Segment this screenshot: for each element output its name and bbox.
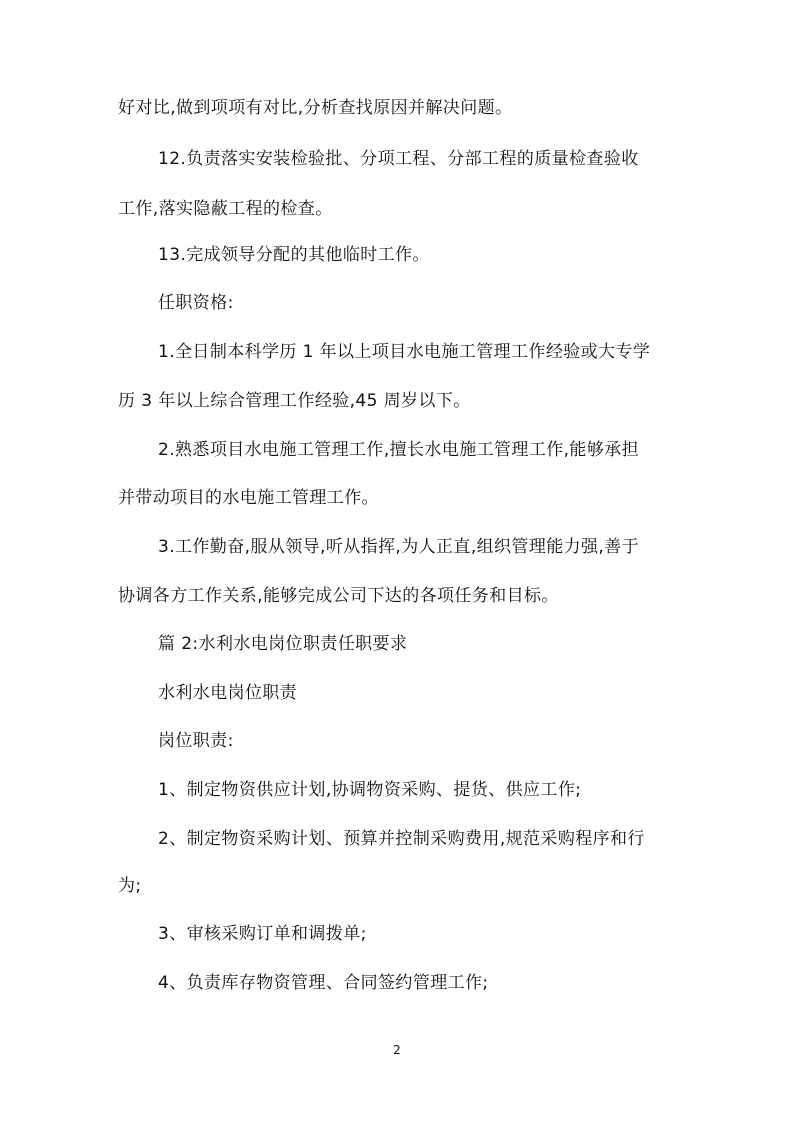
paragraph-line: 并带动项目的水电施工管理工作。 [118,488,379,508]
list-item: 2、制定物资采购计划、预算并控制采购费用,规范采购程序和行 [158,829,645,849]
list-item: 1、制定物资供应计划,协调物资采购、提货、供应工作; [158,780,582,800]
list-item: 4、负责库存物资管理、合同签约管理工作; [158,973,489,993]
paragraph-line: 13.完成领导分配的其他临时工作。 [158,245,430,265]
paragraph-line: 工作,落实隐蔽工程的检查。 [118,199,333,219]
page-number: 2 [393,1043,401,1057]
list-item: 3、审核采购订单和调拨单; [158,924,367,944]
section-heading: 篇 2:水利水电岗位职责任职要求 [158,634,408,654]
paragraph-line: 1.全日制本科学历 1 年以上项目水电施工管理工作经验或大专学 [158,342,651,362]
paragraph-line: 协调各方工作关系,能够完成公司下达的各项任务和目标。 [118,586,559,606]
section-heading: 岗位职责: [158,731,234,751]
list-item: 为; [118,876,142,896]
section-heading: 任职资格: [158,293,234,313]
paragraph-line: 历 3 年以上综合管理工作经验,45 周岁以下。 [118,391,471,411]
paragraph-line: 2.熟悉项目水电施工管理工作,擅长水电施工管理工作,能够承担 [158,440,640,460]
paragraph-line: 好对比,做到项项有对比,分析查找原因并解决问题。 [118,98,513,118]
section-heading: 水利水电岗位职责 [158,683,298,703]
paragraph-line: 3.工作勤奋,服从领导,听从指挥,为人正直,组织管理能力强,善于 [158,537,640,557]
paragraph-line: 12.负责落实安装检验批、分项工程、分部工程的质量检查验收 [158,149,639,169]
